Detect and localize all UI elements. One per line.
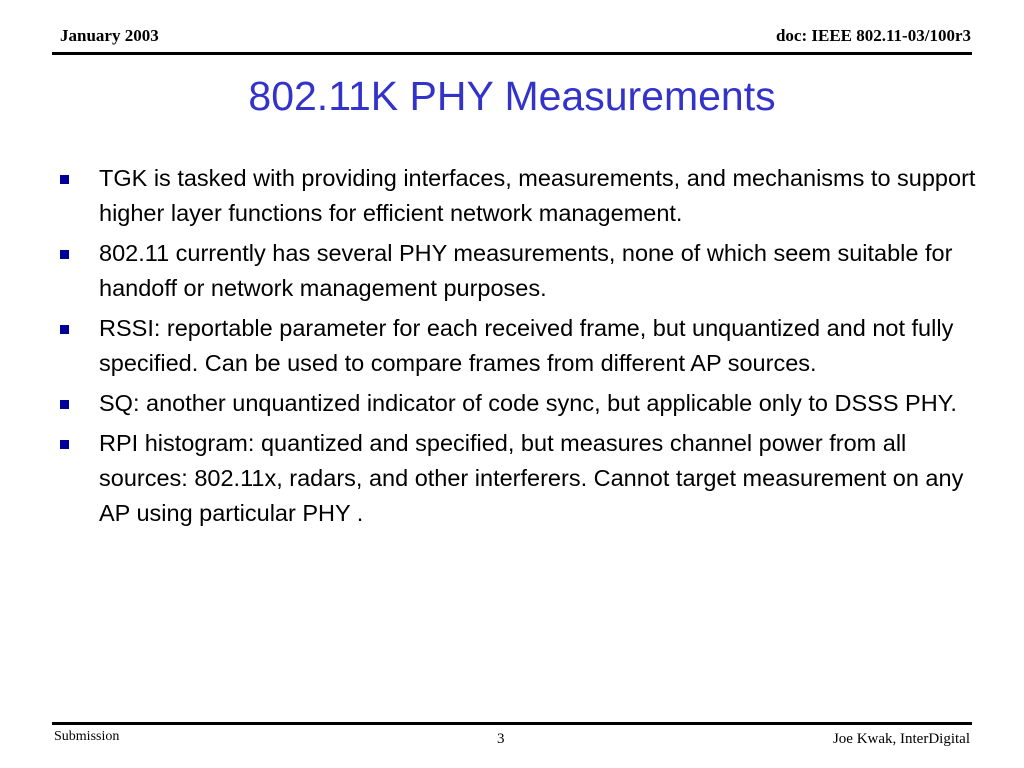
bullet-text: TGK is tasked with providing interfaces, measurements, and mechanisms to support higher layer functions for efficient network management. [99,165,976,226]
bullet-item [60,236,980,306]
header-date: January 2003 [60,26,159,45]
header-divider [52,52,972,55]
bullet-item [60,311,980,381]
bullet-item [60,426,980,531]
bullet-text: SQ: another unquantized indicator of code sync, but applicable only to DSSS PHY. [99,390,957,416]
footer-submission: Submission [54,729,120,744]
bullet-text: RSSI: reportable parameter for each received frame, but unquantized and not fully specified. Can be used to compare frames from different AP sources. [99,315,954,376]
square-bullet-icon [60,250,69,259]
bullet-text: 802.11 currently has several PHY measurements, none of which seem suitable for handoff or network management purposes. [99,240,953,301]
bullet-item [60,386,980,421]
square-bullet-icon [60,325,69,334]
bullet-list [60,161,980,536]
square-bullet-icon [60,440,69,449]
square-bullet-icon [60,400,69,409]
footer-author: Joe Kwak, InterDigital [832,731,970,747]
slide-title: 802.11K PHY Measurements [248,73,776,119]
bullet-item [60,161,980,231]
bullet-text: RPI histogram: quantized and specified, but measures channel power from all sources: 802.11x, radars, and other interferers. Cannot target measurement on any AP using particular PHY . [99,430,964,526]
square-bullet-icon [60,175,69,184]
header-doc-id: doc: IEEE 802.11-03/100r3 [775,26,971,45]
page-number: 3 [497,731,505,747]
footer-divider [52,722,972,725]
